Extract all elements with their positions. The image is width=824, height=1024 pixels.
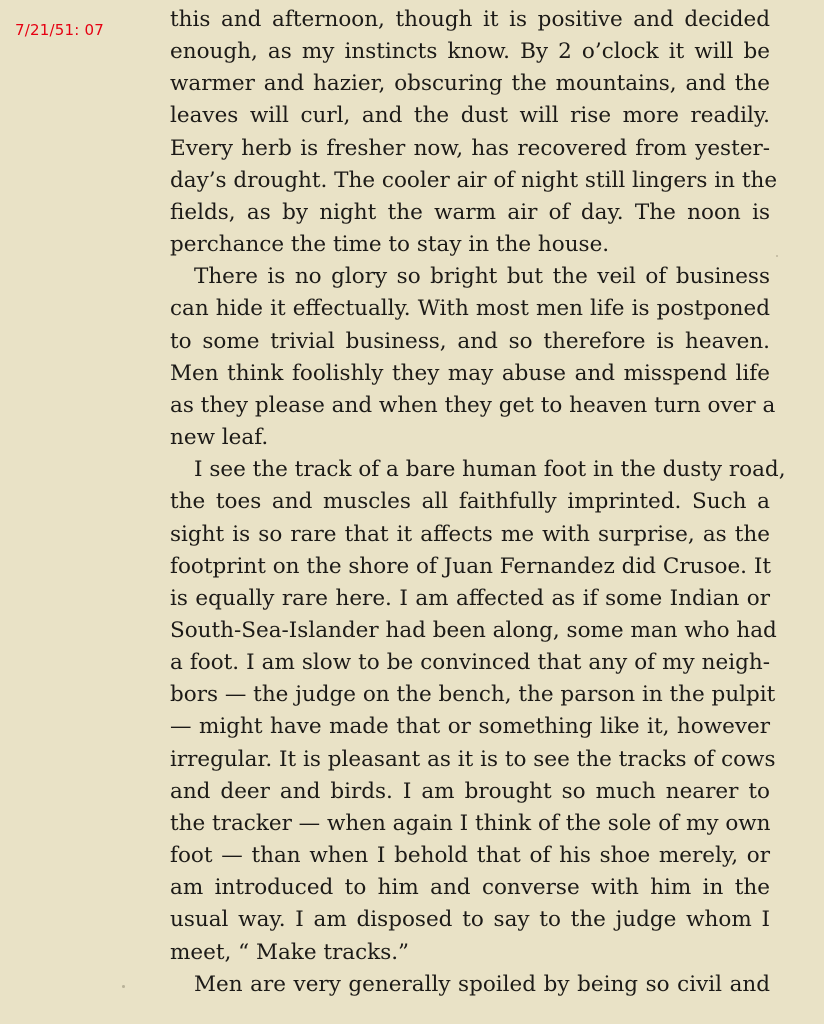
text-line: bors — the judge on the bench, the parson in the pulpit xyxy=(170,682,776,708)
text-line: Every herb is fresher now, has recovered from yester- xyxy=(170,135,770,161)
paragraph-first-line: There is no glory so bright but the veil of business xyxy=(194,264,770,290)
text-line: day’s drought. The cooler air of night still lingers in the xyxy=(170,167,778,193)
text-line: irregular. It is pleasant as it is to see the tracks of cows xyxy=(170,746,776,772)
text-line: can hide it effectually. With most men life is postponed xyxy=(170,296,770,322)
text-line: new leaf. xyxy=(170,425,269,451)
text-line: and deer and birds. I am brought so much nearer to xyxy=(170,778,770,804)
text-line: to some trivial business, and so therefore is heaven. xyxy=(170,328,770,354)
text-line: is equally rare here. I am affected as if some Indian or xyxy=(170,585,770,611)
paper-speck xyxy=(122,985,125,988)
text-line: meet, “ Make tracks.” xyxy=(170,939,410,965)
text-line: warmer and hazier, obscuring the mountains, and the xyxy=(170,71,770,97)
margin-date-note: 7/21/51: 07 xyxy=(15,21,104,39)
text-line: enough, as my instincts know. By 2 o’clock it will be xyxy=(170,39,770,65)
text-line: this and afternoon, though it is positive and decided xyxy=(170,7,770,32)
text-line: sight is so rare that it affects me with surprise, as the xyxy=(170,521,770,547)
text-line: foot — than when I behold that of his shoe merely, or xyxy=(170,843,770,869)
text-line: perchance the time to stay in the house. xyxy=(170,232,610,258)
text-line: fields, as by night the warm air of day. The noon is xyxy=(170,199,770,225)
text-line: South-Sea-Islander had been along, some man who had xyxy=(170,617,777,643)
paper-speck xyxy=(776,255,778,257)
text-line: Men think foolishly they may abuse and misspend life xyxy=(170,360,770,386)
text-line: — might have made that or something like it, however xyxy=(170,714,770,740)
text-line: the toes and muscles all faithfully imprinted. Such a xyxy=(170,489,770,515)
text-line: usual way. I am disposed to say to the judge whom I xyxy=(170,907,770,933)
text-line: leaves will curl, and the dust will rise more readily. xyxy=(170,103,770,129)
page-text xyxy=(170,4,786,1001)
paragraph-first-line: I see the track of a bare human foot in the dusty road, xyxy=(194,457,786,483)
text-line: as they please and when they get to heaven turn over a xyxy=(170,392,776,418)
text-line: the tracker — when again I think of the sole of my own xyxy=(170,810,771,836)
text-line: am introduced to him and converse with him in the xyxy=(170,875,770,901)
text-line: a foot. I am slow to be convinced that any of my neigh- xyxy=(170,650,770,676)
paragraph-first-line: Men are very generally spoiled by being so civil and xyxy=(194,971,770,997)
text-line: footprint on the shore of Juan Fernandez did Crusoe. It xyxy=(170,553,771,579)
